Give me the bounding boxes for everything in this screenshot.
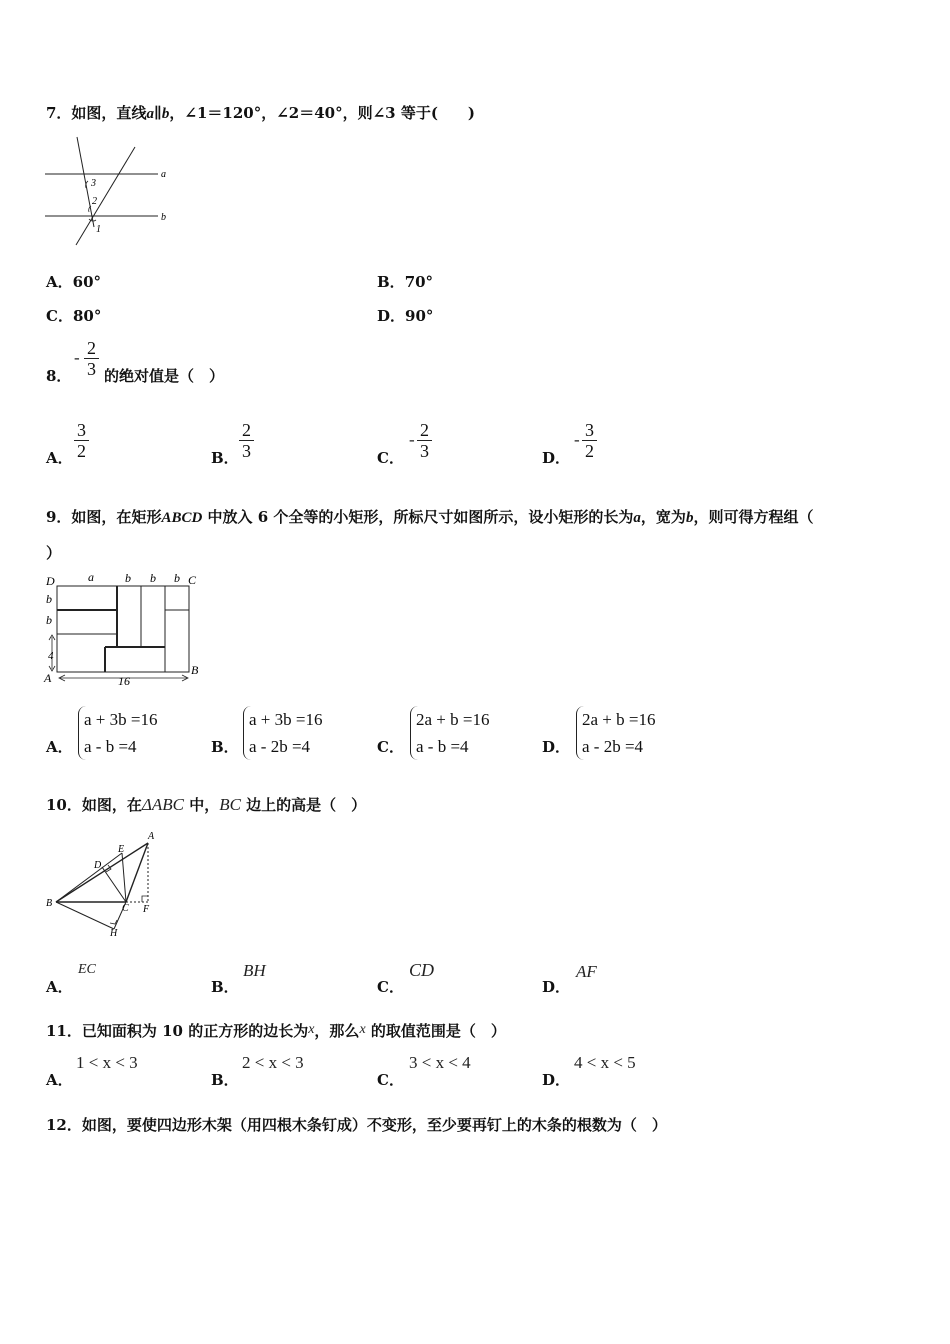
label-A: A [148,831,155,842]
q10-stem: 10．如图，在ΔABC 中，BC 边上的高是（ ） [46,795,367,814]
q7-option-c[interactable]: C．80° [46,307,102,325]
q9-figure [42,568,207,690]
label-16: 16 [118,674,130,688]
label-C: C [122,903,129,914]
segment-BH [56,902,114,929]
q9-stem: 9．如图，在矩形ABCD 中放入 6 个全等的小矩形，所标尺寸如图所示，设小矩形的长为a，宽为b，则可得方程组（ [46,508,814,526]
label-F: F [143,904,150,915]
label-b-left2: b [46,613,52,627]
q10-figure [42,825,167,940]
label-b-top3: b [174,571,180,585]
label-a: a [161,169,166,180]
q7-option-b[interactable]: B．70° [377,273,434,291]
label-b-top2: b [150,571,156,585]
q7-stem: 7．如图，直线a∥b，∠1＝120°，∠2＝40°，则∠3 等于( ) [46,104,476,122]
label-B: B [191,663,199,677]
segment-DC [102,867,126,902]
label-A: A [44,671,52,685]
label-H: H [110,928,118,939]
label-D: D [94,860,102,871]
label-2: 2 [92,196,97,207]
q9-stem-line2: ） [46,544,62,562]
q7-option-a[interactable]: A．60° [46,273,102,291]
label-b: b [161,212,166,223]
segment-EC [122,853,126,902]
label-b-left1: b [46,592,52,606]
q11-stem: 11．已知面积为 10 的正方形的边长为x，那么x 的取值范围是（ ） [46,1022,506,1040]
q7-option-d[interactable]: D．90° [377,307,434,325]
label-3: 3 [91,178,96,189]
label-B: B [46,898,53,909]
label-E: E [118,844,125,855]
segment-BE [56,853,122,902]
label-D: D [46,574,55,588]
side-CA [126,843,148,902]
big-rectangle [57,586,189,672]
q8-fraction: $\frac{2}{3}$ [84,338,99,379]
label-4: 4 [48,650,54,662]
label-a: a [88,570,94,584]
side-BA [56,843,148,902]
transversal-2 [76,147,135,245]
label-1: 1 [96,224,101,235]
q7-figure [40,135,175,250]
q12-stem: 12．如图，要使四边形木架（用四根木条钉成）不变形，至少要再钉上的木条的根数为（ ） [46,1116,667,1134]
label-b-top1: b [125,571,131,585]
label-C: C [188,573,197,587]
